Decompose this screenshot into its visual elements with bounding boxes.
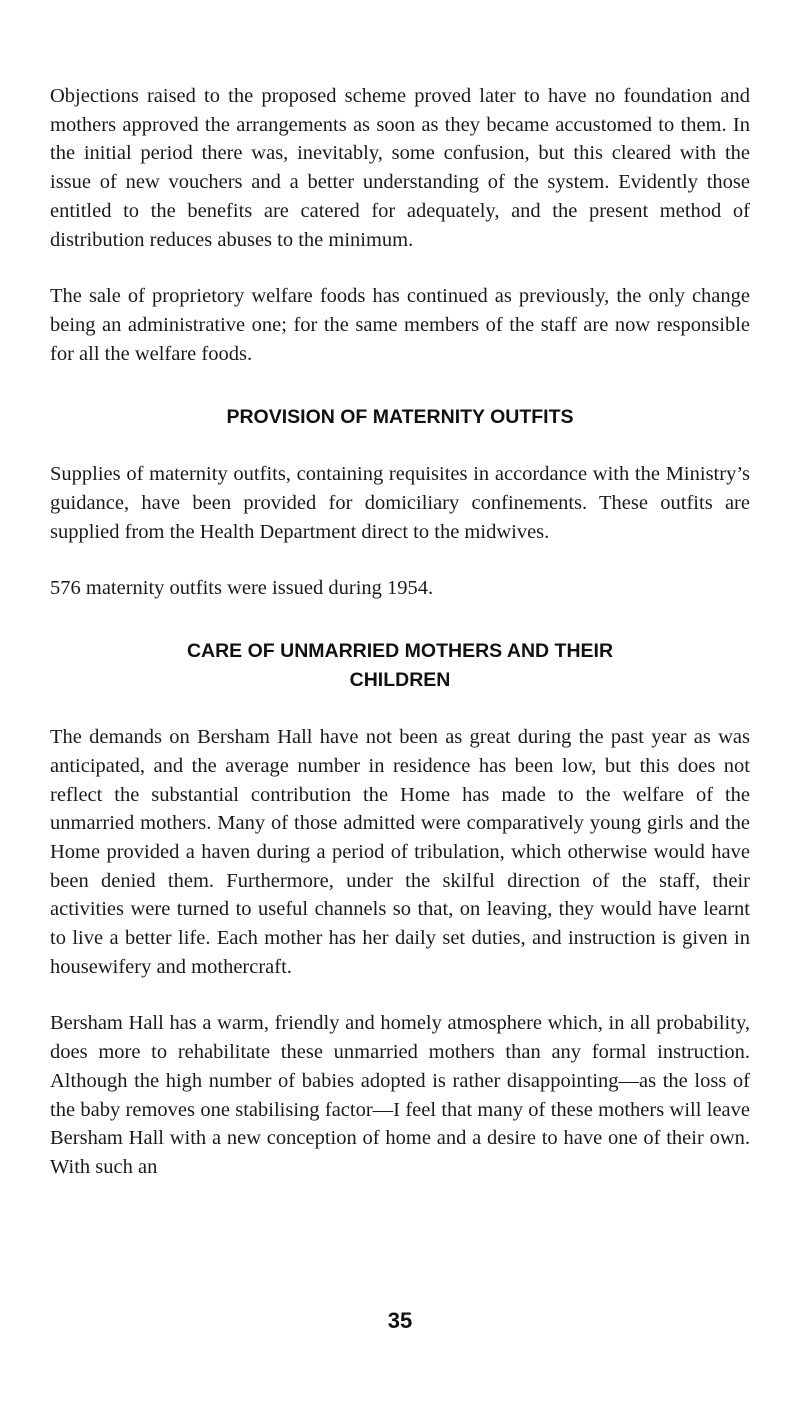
page-number: 35 — [387, 1308, 413, 1333]
paragraph-welfare-vouchers: Objections raised to the proposed scheme proved later to have no foundation and mothers approved the arrangements as soon as they became accustomed to them. In the initial period there was, inevitably, some confusion, but this cleared with the issue of new vouchers and a better understanding of the system. Evidently those entitled to the benefits are catered for adequately, and the present method of distribution reduces abuses to the minimum. — [50, 85, 750, 251]
paragraph-bersham-hall-atmosphere: Bersham Hall has a warm, friendly and homely atmosphere which, in all probability, does more to rehabilitate these unmarried mothers than any formal instruction. Although the high number of babies adopted is rather disappointing—as the loss of the baby removes one stabilising factor—I feel that many of these mothers will leave Bersham Hall with a new conception of home and a desire to have one of their own. With such an — [50, 1012, 750, 1178]
heading-line-1: CARE OF UNMARRIED MOTHERS AND THEIR — [186, 640, 614, 663]
heading-unmarried-mothers — [50, 637, 750, 695]
paragraph-outfit-supplies: Supplies of maternity outfits, containing requisites in accordance with the Ministry’s guidance, have been provided for domiciliary confinements. These outfits are supplied from the Health Department direct to the midwives. — [50, 463, 750, 543]
heading-line-2: CHILDREN — [349, 669, 451, 692]
paragraph-outfits-issued: 576 maternity outfits were issued during 1954. — [50, 577, 434, 600]
paragraph-welfare-foods-sale: The sale of proprietory welfare foods has continued as previously, the only change being an administrative one; for the same members of the staff are now responsible for all the welfare foods. — [50, 285, 750, 365]
document-page — [50, 82, 750, 1182]
paragraph-bersham-hall-demands: The demands on Bersham Hall have not been as great during the past year as was anticipated, and the average number in residence has been low, but this does not reflect the substantial contribution the Home has made to the welfare of the unmarried mothers. Many of those admitted were comparatively young girls and the Home provided a haven during a period of tribulation, which otherwise would have been denied them. Furthermore, under the skilful direction of the staff, their activities were turned to useful channels so that, on leaving, they would have learnt to live a better life. Each mother has her daily set duties, and instruction is given in housewifery and mothercraft. — [50, 726, 750, 978]
heading-maternity-outfits: PROVISION OF MATERNITY OUTFITS — [226, 406, 574, 429]
